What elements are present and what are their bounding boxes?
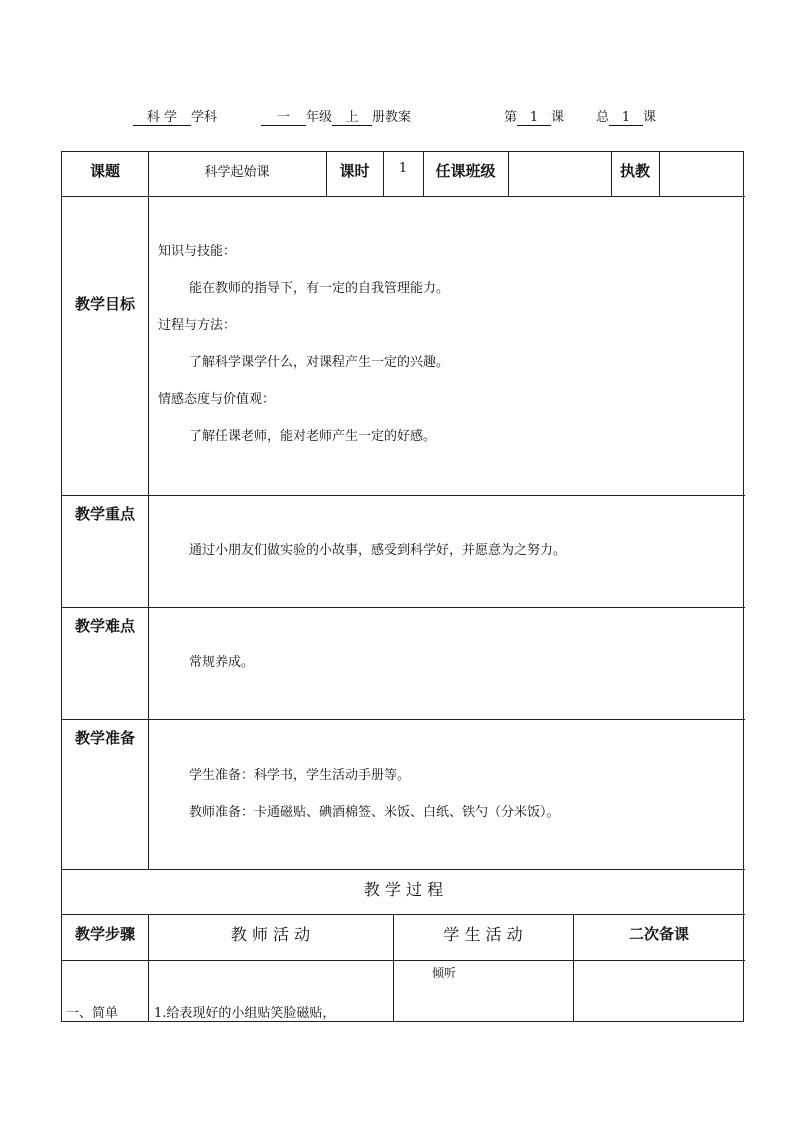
row-divider <box>62 914 745 915</box>
grade-field <box>261 106 411 126</box>
header-revision: 二次备课 <box>628 925 689 943</box>
objectives-heading-attitude: 情感态度与价值观： <box>158 392 276 407</box>
preparation-student: 学生准备：科学书，学生活动手册等。 <box>189 768 411 783</box>
objectives-text-attitude: 了解任课老师，能对老师产生一定的好感。 <box>189 429 437 444</box>
row1-teacher-activity: 1.给表现好的小组贴笑脸磁贴， <box>154 1006 336 1021</box>
grade-value: 一 <box>261 106 306 126</box>
objectives-text-knowledge: 能在教师的指导下，有一定的自我管理能力。 <box>189 281 450 296</box>
lesson-prefix: 第 <box>504 110 518 125</box>
grade-suffix: 年级 <box>306 110 333 125</box>
subject-suffix: 学科 <box>191 110 218 125</box>
total-number-field <box>596 106 656 126</box>
column-divider <box>508 152 509 196</box>
preparation-label: 教学准备 <box>74 729 135 747</box>
process-title: 教 学 过 程 <box>363 880 444 899</box>
total-prefix: 总 <box>596 110 610 125</box>
total-suffix: 课 <box>643 110 657 125</box>
total-number: 1 <box>609 110 643 126</box>
class-label: 任课班级 <box>435 162 496 180</box>
topic-label: 课题 <box>89 162 120 180</box>
header-step: 教学步骤 <box>74 925 135 943</box>
teacher-label: 执教 <box>619 162 650 180</box>
subject-value: 科 学 <box>133 106 191 126</box>
subject-field <box>133 106 217 126</box>
row-divider <box>62 719 745 720</box>
header-teacher-activity: 教 师 活 动 <box>230 925 311 944</box>
row-divider <box>62 196 745 197</box>
preparation-teacher: 教师准备：卡通磁贴、碘酒棉签、米饭、白纸、铁勺（分米饭）。 <box>189 805 560 820</box>
lesson-suffix: 课 <box>551 110 565 125</box>
row-divider <box>62 495 745 496</box>
key-points-text: 通过小朋友们做实验的小故事，感受到科学好，并愿意为之努力。 <box>189 543 567 558</box>
row1-step: 一、简单 <box>66 1006 119 1021</box>
objectives-text-process: 了解科学课学什么，对课程产生一定的兴趣。 <box>189 355 450 370</box>
objectives-heading-process: 过程与方法： <box>158 318 237 333</box>
period-label: 课时 <box>339 162 370 180</box>
column-divider <box>148 152 149 869</box>
topic-value: 科学起始课 <box>204 165 270 180</box>
lesson-plan-header <box>0 106 794 130</box>
objectives-heading-knowledge: 知识与技能： <box>158 244 237 259</box>
column-divider <box>659 152 660 196</box>
term-value: 上 <box>332 106 372 126</box>
objectives-label: 教学目标 <box>74 295 135 313</box>
lesson-number: 1 <box>517 110 551 126</box>
header-student-activity: 学 生 活 动 <box>443 925 523 944</box>
row-divider <box>62 607 745 608</box>
difficulties-text: 常规养成。 <box>189 655 255 670</box>
row1-student-activity: 倾听 <box>432 966 457 980</box>
term-suffix: 册教案 <box>372 110 412 125</box>
lesson-number-field <box>504 106 564 126</box>
difficulties-label: 教学难点 <box>74 617 135 635</box>
row-divider <box>62 869 745 870</box>
lesson-plan-table <box>61 151 744 1022</box>
row-divider <box>62 960 745 961</box>
period-value: 1 <box>398 161 408 176</box>
key-points-label: 教学重点 <box>74 505 135 523</box>
